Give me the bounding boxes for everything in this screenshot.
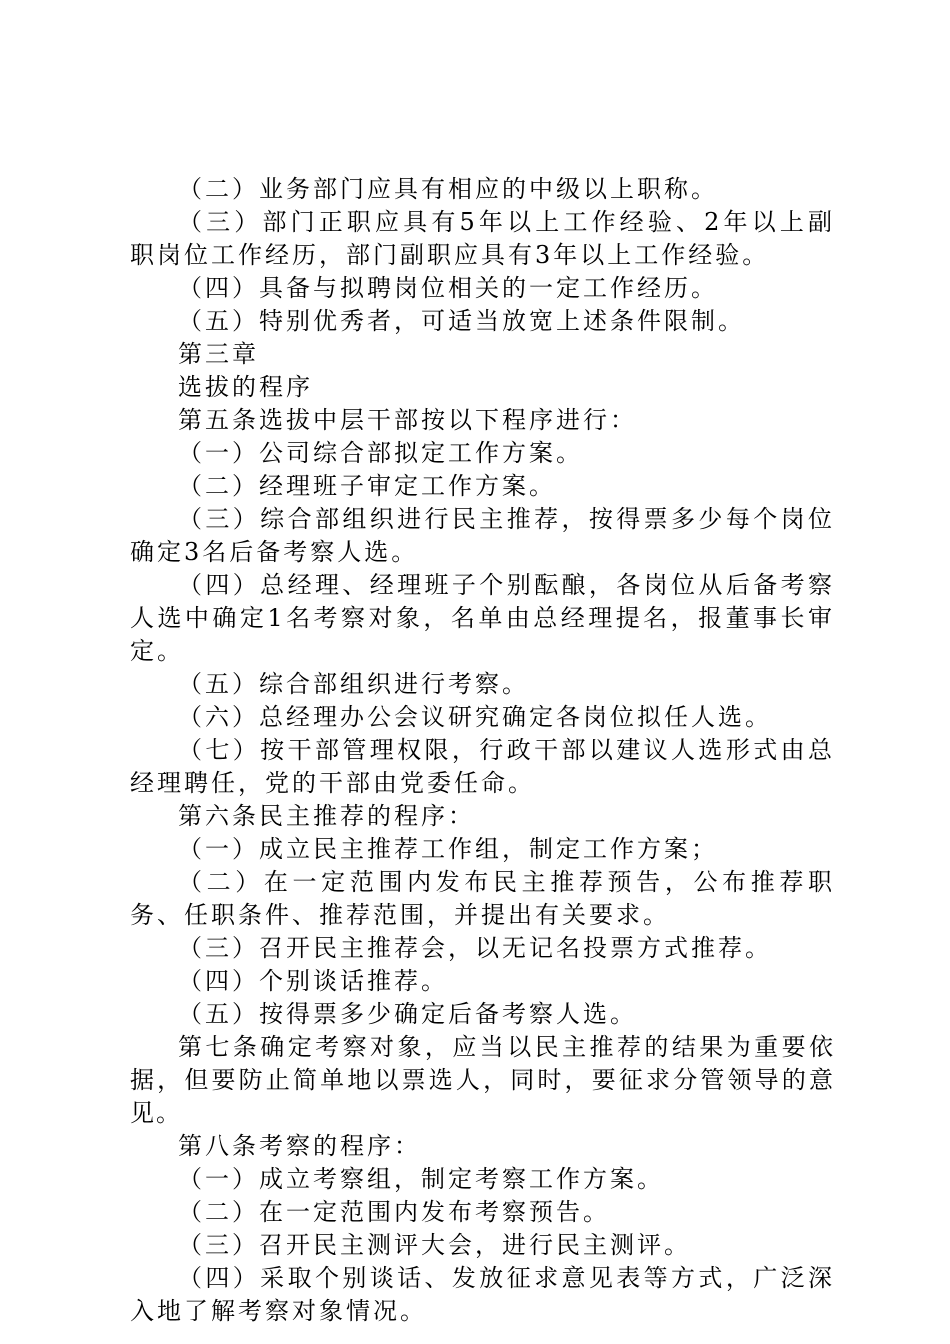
paragraph: （四）具备与拟聘岗位相关的一定工作经历。 xyxy=(178,274,718,302)
paragraph: （四）总经理、经理班子个别酝酿，各岗位从后备考察人选中确定1名考察对象，名单由总经理提名，报董事长审定。 xyxy=(130,571,835,665)
chapter-title: 选拔的程序 xyxy=(178,373,313,401)
paragraph: （二）业务部门应具有相应的中级以上职称。 xyxy=(178,175,718,203)
paragraph: （七）按干部管理权限，行政干部以建议人选形式由总经理聘任，党的干部由党委任命。 xyxy=(130,736,835,797)
chapter-heading: 第三章 xyxy=(178,340,259,368)
paragraph: （三）召开民主推荐会，以无记名投票方式推荐。 xyxy=(178,934,772,962)
paragraph: （一）公司综合部拟定工作方案。 xyxy=(178,439,583,467)
paragraph: （三）部门正职应具有5年以上工作经验、2年以上副职岗位工作经历，部门副职应具有3年以上工作经验。 xyxy=(130,208,835,269)
article-paragraph: 第七条确定考察对象，应当以民主推荐的结果为重要依据，但要防止简单地以票选人，同时，要征求分管领导的意见。 xyxy=(130,1033,835,1127)
article-heading: 第五条选拔中层干部按以下程序进行： xyxy=(178,406,637,434)
paragraph: （三）综合部组织进行民主推荐，按得票多少每个岗位确定3名后备考察人选。 xyxy=(130,505,835,566)
paragraph: （四）个别谈话推荐。 xyxy=(178,967,448,995)
paragraph: （五）按得票多少确定后备考察人选。 xyxy=(178,1000,637,1028)
paragraph: （二）经理班子审定工作方案。 xyxy=(178,472,556,500)
document-body xyxy=(130,173,835,1328)
paragraph: （四）采取个别谈话、发放征求意见表等方式，广泛深入地了解考察对象情况。 xyxy=(130,1264,835,1325)
paragraph: （五）特别优秀者，可适当放宽上述条件限制。 xyxy=(178,307,745,335)
paragraph: （一）成立考察组，制定考察工作方案。 xyxy=(178,1165,664,1193)
paragraph: （一）成立民主推荐工作组，制定工作方案； xyxy=(178,835,718,863)
paragraph: （五）综合部组织进行考察。 xyxy=(178,670,529,698)
paragraph: （二）在一定范围内发布考察预告。 xyxy=(178,1198,610,1226)
paragraph: （三）召开民主测评大会，进行民主测评。 xyxy=(178,1231,691,1259)
paragraph: （二）在一定范围内发布民主推荐预告，公布推荐职务、任职条件、推荐范围，并提出有关要求。 xyxy=(130,868,835,929)
article-heading: 第八条考察的程序： xyxy=(178,1132,421,1160)
article-heading: 第六条民主推荐的程序： xyxy=(178,802,475,830)
paragraph: （六）总经理办公会议研究确定各岗位拟任人选。 xyxy=(178,703,772,731)
